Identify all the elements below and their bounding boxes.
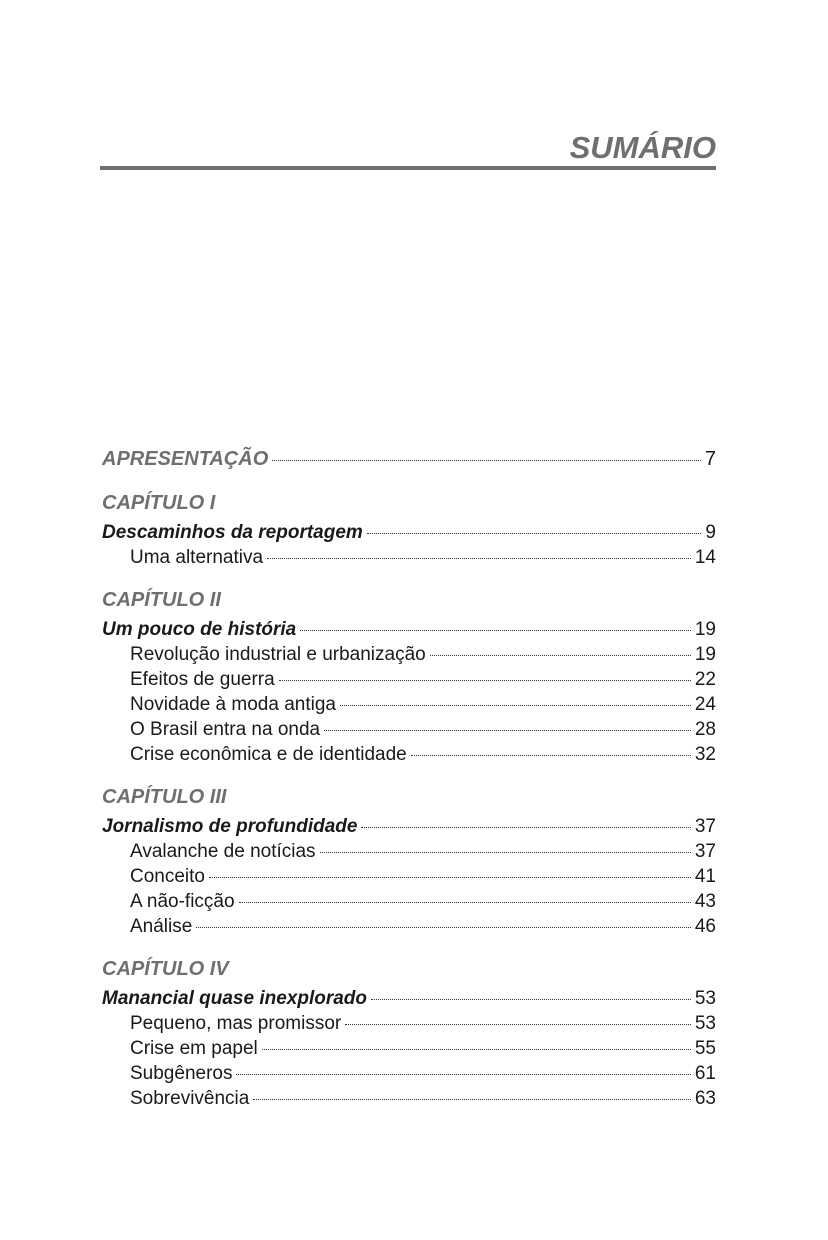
toc-entry-page: 46 xyxy=(694,916,716,937)
toc-entry[interactable] xyxy=(102,717,716,742)
toc-entry-page: 32 xyxy=(694,744,716,765)
toc-entry-label: O Brasil entra na onda xyxy=(130,719,321,740)
toc-entry[interactable] xyxy=(102,1011,716,1036)
toc-entry[interactable] xyxy=(102,642,716,667)
dot-leader xyxy=(320,852,691,853)
table-of-contents xyxy=(102,446,716,1111)
chapter-heading: CAPÍTULO III xyxy=(102,786,227,808)
toc-entry-page: 43 xyxy=(694,891,716,912)
toc-entry-page: 28 xyxy=(694,719,716,740)
toc-entry[interactable] xyxy=(102,742,716,767)
toc-entry-page: 7 xyxy=(704,448,716,470)
toc-entry-page: 37 xyxy=(694,816,716,837)
toc-entry[interactable] xyxy=(102,1036,716,1061)
toc-entry-label: APRESENTAÇÃO xyxy=(102,448,269,470)
toc-entry[interactable] xyxy=(102,864,716,889)
toc-entry-page: 9 xyxy=(705,522,716,543)
dot-leader xyxy=(367,533,702,534)
chapter-heading: CAPÍTULO I xyxy=(102,492,216,514)
toc-entry-page: 37 xyxy=(694,841,716,862)
toc-entry[interactable] xyxy=(102,1086,716,1111)
toc-entry-label: Sobrevivência xyxy=(130,1088,250,1109)
toc-entry[interactable] xyxy=(102,839,716,864)
toc-entry-label: Revolução industrial e urbanização xyxy=(130,644,426,665)
chapter-heading: CAPÍTULO II xyxy=(102,589,221,611)
dot-leader xyxy=(209,877,691,878)
dot-leader xyxy=(196,927,691,928)
dot-leader xyxy=(279,680,691,681)
toc-entry-label: Subgêneros xyxy=(130,1063,233,1084)
toc-entry[interactable] xyxy=(102,545,716,570)
dot-leader xyxy=(411,755,691,756)
dot-leader xyxy=(272,460,701,461)
toc-entry-chapter-title[interactable] xyxy=(102,814,716,839)
toc-entry-label: Pequeno, mas promissor xyxy=(130,1013,342,1034)
toc-entry-page: 24 xyxy=(694,694,716,715)
toc-entry-label: Avalanche de notícias xyxy=(130,841,316,862)
toc-entry[interactable] xyxy=(102,692,716,717)
toc-entry-page: 53 xyxy=(694,988,716,1009)
dot-leader xyxy=(262,1049,691,1050)
toc-entry-label: Conceito xyxy=(130,866,205,887)
dot-leader xyxy=(430,655,691,656)
toc-entry[interactable] xyxy=(102,667,716,692)
toc-entry-label: Efeitos de guerra xyxy=(130,669,275,690)
toc-entry-label: Crise econômica e de identidade xyxy=(130,744,407,765)
toc-entry-label: Manancial quase inexplorado xyxy=(102,988,368,1009)
dot-leader xyxy=(239,902,691,903)
chapter-heading: CAPÍTULO IV xyxy=(102,958,229,980)
dot-leader xyxy=(267,558,691,559)
toc-entry-page: 55 xyxy=(694,1038,716,1059)
toc-entry[interactable] xyxy=(102,1061,716,1086)
toc-entry[interactable] xyxy=(102,889,716,914)
toc-entry-chapter-title[interactable] xyxy=(102,986,716,1011)
toc-header xyxy=(100,128,716,172)
toc-entry-page: 61 xyxy=(694,1063,716,1084)
toc-entry-label: Jornalismo de profundidade xyxy=(102,816,358,837)
page-title: SUMÁRIO xyxy=(569,130,716,165)
dot-leader xyxy=(253,1099,691,1100)
dot-leader xyxy=(345,1024,691,1025)
toc-entry-label: Um pouco de história xyxy=(102,619,297,640)
dot-leader xyxy=(371,999,691,1000)
toc-entry-label: A não-ficção xyxy=(130,891,235,912)
toc-entry-label: Crise em papel xyxy=(130,1038,258,1059)
toc-entry-page: 14 xyxy=(694,547,716,568)
toc-entry-page: 19 xyxy=(694,619,716,640)
dot-leader xyxy=(236,1074,690,1075)
toc-entry-chapter-title[interactable] xyxy=(102,617,716,642)
toc-entry-page: 22 xyxy=(694,669,716,690)
toc-entry-page: 41 xyxy=(694,866,716,887)
toc-entry-page: 53 xyxy=(694,1013,716,1034)
dot-leader xyxy=(300,630,691,631)
toc-entry-page: 63 xyxy=(694,1088,716,1109)
toc-entry-label: Novidade à moda antiga xyxy=(130,694,336,715)
dot-leader xyxy=(324,730,691,731)
toc-entry-page: 19 xyxy=(694,644,716,665)
toc-entry-chapter-title[interactable] xyxy=(102,520,716,545)
toc-entry-label: Descaminhos da reportagem xyxy=(102,522,363,543)
title-rule xyxy=(100,166,716,170)
toc-entry[interactable] xyxy=(102,914,716,939)
dot-leader xyxy=(361,827,690,828)
toc-entry-label: Análise xyxy=(130,916,193,937)
toc-entry-label: Uma alternativa xyxy=(130,547,264,568)
toc-entry-intro[interactable] xyxy=(102,446,716,473)
dot-leader xyxy=(340,705,691,706)
